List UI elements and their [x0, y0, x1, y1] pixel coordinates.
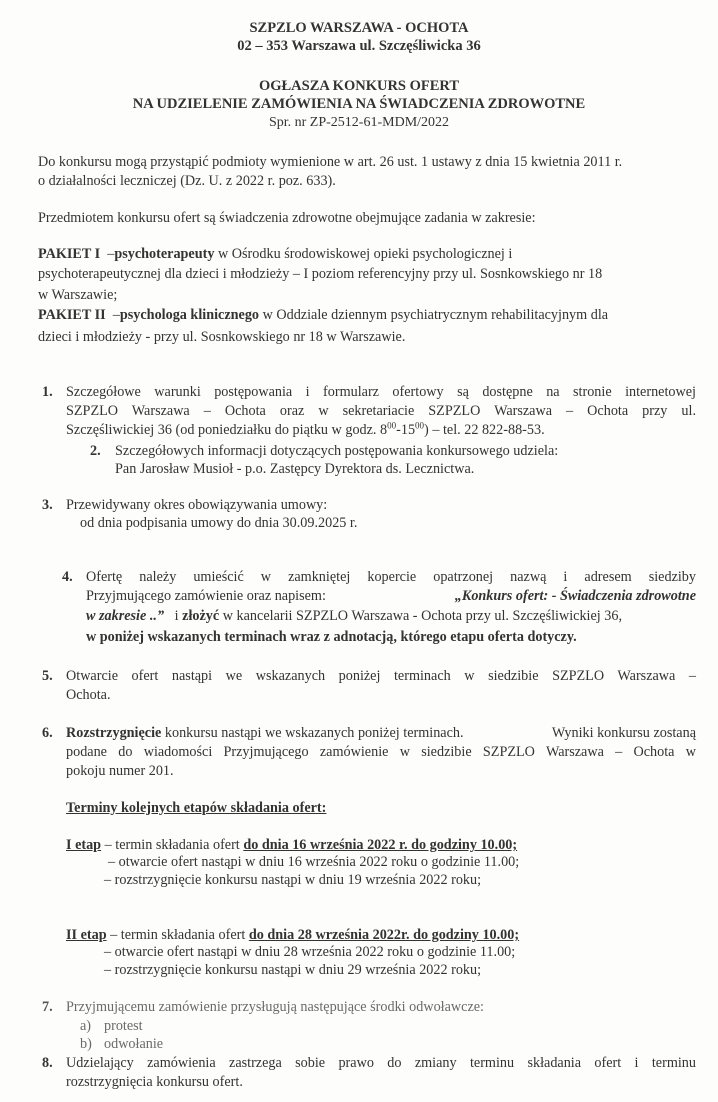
item-2-number: 2.: [90, 443, 101, 459]
item-3-line-2: od dnia podpisania umowy do dnia 30.09.2025 r.: [80, 515, 358, 531]
item-5-number: 5.: [42, 668, 53, 684]
resolution-word: Rozstrzygnięcie: [66, 725, 162, 741]
item-3-number: 3.: [42, 497, 53, 513]
item-8-line-2: rozstrzygnięcia konkursu ofert.: [66, 1074, 243, 1090]
item-2-line-1: Szczegółowych informacji dotyczących postępowania konkursowego udziela:: [115, 443, 559, 459]
item-1-line-1: Szczegółowe warunki postępowania i formularz ofertowy są dostępne na stronie internetowej: [66, 384, 696, 400]
stage-1-label: I etap: [66, 837, 102, 853]
item-3-line-1: Przewidywany okres obowiązywania umowy:: [66, 497, 328, 513]
package-1-label: PAKIET I: [38, 246, 101, 262]
item-4-line-1: Ofertę należy umieścić w zamkniętej kopercie opatrzonej nazwą i adresem siedziby: [86, 569, 696, 585]
phone-text: ) – tel. 22 822-88-53.: [424, 422, 545, 438]
package-1-line-1: [38, 245, 512, 263]
item-7-number: 7.: [42, 999, 53, 1015]
package-2-role: psychologa klinicznego: [119, 307, 260, 323]
hours-open-minutes: 00: [387, 420, 397, 431]
intro-line-2: o działalności leczniczej (Dz. U. z 2022 r. poz. 633).: [38, 173, 336, 189]
remedy-b-label: b): [80, 1036, 92, 1052]
item-4-line-2: [86, 587, 696, 605]
stage-1-resolution: – rozstrzygnięcie konkursu nastąpi w dniu 19 września 2022 roku;: [104, 872, 482, 888]
package-1-line-2: psychoterapeutycznej dla dzieci i młodzieży – I poziom referencyjny przy ul. Sosnkowskiego nr 18: [38, 266, 603, 282]
stage-2-resolution: – rozstrzygnięcie konkursu nastąpi w dniu 29 września 2022 roku;: [104, 962, 482, 978]
item-5-line-2: Ochota.: [66, 687, 111, 703]
item-6-line-1: [66, 724, 696, 742]
item-4-number: 4.: [62, 569, 73, 585]
stage-2-text: – termin składania ofert: [110, 927, 246, 943]
case-reference: Spr. nr ZP-2512-61-MDM/2022: [268, 115, 450, 130]
stage-1-line: [66, 836, 517, 854]
item-6-line-3: pokoju numer 201.: [66, 763, 174, 779]
package-2-line-1: [38, 306, 608, 324]
item-7-line-1: Przyjmującemu zamówienie przysługują następujące środki odwoławcze:: [66, 999, 484, 1015]
results-text: Wyniki konkursu zostaną: [551, 725, 696, 741]
hours-dash: -15: [396, 422, 416, 438]
package-1-text: w Ośrodku środowiskowej opieki psychologicznej i: [218, 246, 513, 262]
package-2-text: w Oddziale dziennym psychiatrycznym rehabilitacyjnym dla: [262, 307, 609, 323]
stage-2-label: II etap: [66, 927, 107, 943]
package-2-label: PAKIET II: [38, 307, 106, 323]
submission-place: w kancelarii SZPZLO Warszawa - Ochota przy ul. Szczęśliwickiej 36,: [222, 608, 623, 624]
item-1-line-2: SZPZLO Warszawa – Ochota oraz w sekretariacie SZPZLO Warszawa – Ochota przy ul.: [66, 403, 696, 419]
remedy-a-text: protest: [104, 1018, 143, 1034]
envelope-label-quote: „Konkurs ofert: - Świadczenia zdrowotne: [454, 588, 696, 604]
envelope-label-end: w zakresie ..”: [86, 608, 165, 624]
org-name: SZPZLO WARSZAWA - OCHOTA: [249, 20, 469, 36]
package-1-dash: –: [107, 246, 115, 262]
stage-2-line: [66, 926, 519, 944]
item-1-line-3: [66, 421, 545, 439]
package-2-line-2: dzieci i młodzieży - przy ul. Sosnkowskiego nr 18 w Warszawie.: [38, 329, 406, 345]
item-8-number: 8.: [42, 1055, 53, 1071]
remedy-a-label: a): [80, 1018, 92, 1034]
stage-2-deadline: do dnia 28 września 2022r. do godziny 10.00;: [248, 927, 520, 943]
stage-2-opening: – otwarcie ofert nastąpi w dniu 28 września 2022 roku o godzinie 11.00;: [104, 944, 516, 960]
subject-line: Przedmiotem konkursu ofert są świadczenia zdrowotne obejmujące zadania w zakresie:: [38, 210, 536, 226]
item-2-line-2: Pan Jarosław Musioł - p.o. Zastępcy Dyrektora ds. Lecznictwa.: [115, 461, 475, 477]
item-4-line-4: w poniżej wskazanych terminach wraz z adnotacją, którego etapu oferta dotyczy.: [86, 629, 577, 645]
remedy-b-text: odwołanie: [104, 1036, 164, 1052]
package-1-role: psychoterapeuty: [114, 246, 215, 262]
item-8-line-1: Udzielający zamówienia zastrzega sobie prawo do zmiany terminu składania ofert i terminu: [66, 1055, 696, 1071]
hours-close-minutes: 00: [415, 420, 425, 431]
document-title: OGŁASZA KONKURS OFERT: [258, 78, 460, 94]
hours-text: Szczęśliwickiej 36 (od poniedziałku do piątku w godz. 8: [66, 422, 388, 438]
envelope-text: Przyjmującego zamówienie oraz napisem:: [86, 588, 326, 604]
item-1-number: 1.: [42, 384, 53, 400]
submit-verb: złożyć: [182, 608, 220, 624]
stage-1-opening: – otwarcie ofert nastąpi w dniu 16 września 2022 roku o godzinie 11.00;: [108, 854, 520, 870]
stage-1-text: – termin składania ofert: [104, 837, 240, 853]
conjunction: i: [174, 608, 179, 624]
resolution-text: konkursu nastąpi we wskazanych poniżej terminach.: [164, 725, 464, 741]
org-address: 02 – 353 Warszawa ul. Szczęśliwicka 36: [237, 38, 481, 54]
item-6-line-2: podane do wiadomości Przyjmującego zamówienie w siedzibie SZPZLO Warszawa – Ochota w: [66, 744, 696, 760]
document-subtitle: NA UDZIELENIE ZAMÓWIENIA NA ŚWIADCZENIA ZDROWOTNE: [132, 96, 586, 112]
package-1-line-3: w Warszawie;: [38, 287, 118, 303]
stages-heading: Terminy kolejnych etapów składania ofert:: [66, 800, 327, 816]
package-2-dash: –: [112, 307, 120, 323]
item-5-line-1: Otwarcie ofert nastąpi we wskazanych poniżej terminach w siedzibie SZPZLO Warszawa –: [66, 668, 696, 684]
item-4-line-3: [86, 607, 622, 625]
intro-line-1: Do konkursu mogą przystąpić podmioty wymienione w art. 26 ust. 1 ustawy z dnia 15 kwietnia 2011 r.: [38, 154, 623, 170]
stage-1-deadline: do dnia 16 września 2022 r. do godziny 10.00;: [243, 837, 518, 853]
item-6-number: 6.: [42, 725, 53, 741]
